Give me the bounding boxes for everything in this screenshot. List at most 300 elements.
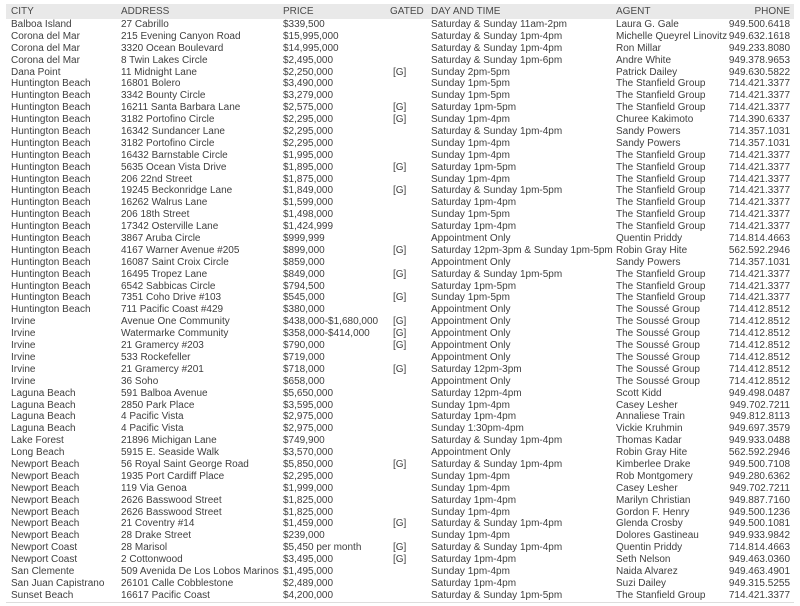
cell-phone: 949.812.8113 (729, 411, 790, 423)
table-row (6, 388, 794, 400)
cell-agent: The Stanfield Group (616, 149, 706, 161)
cell-phone: 949.887.7160 (728, 494, 790, 506)
cell-agent: Gordon F. Henry (616, 506, 690, 518)
cell-gated (390, 435, 431, 447)
table-row (6, 114, 794, 126)
cell-city: Huntington Beach (11, 78, 91, 90)
table-row (6, 376, 794, 388)
cell-address: 7351 Coho Drive #103 (121, 292, 222, 304)
cell-agent: Rob Montgomery (616, 470, 693, 482)
cell-agent: The Stanfield Group (616, 173, 706, 185)
cell-address: 2626 Basswood Street (121, 494, 222, 506)
cell-gated (390, 55, 431, 67)
cell-gated (390, 174, 431, 186)
cell-city: Newport Beach (11, 518, 80, 530)
cell-city: Newport Coast (11, 554, 78, 566)
cell-gated: [G] (393, 554, 407, 566)
cell-price: $2,295,000 (283, 470, 334, 482)
cell-gated: [G] (393, 185, 407, 197)
cell-day-and-time: Sunday 1pm-5pm (431, 90, 510, 102)
table-row (6, 507, 794, 519)
cell-phone: 949.702.7211 (729, 482, 790, 494)
cell-price: $2,489,000 (283, 577, 334, 589)
cell-price: $3,570,000 (283, 447, 334, 459)
cell-phone: 949.280.6362 (728, 470, 790, 482)
table-row (6, 471, 794, 483)
cell-price: $3,595,000 (283, 399, 334, 411)
cell-day-and-time: Sunday 1:30pm-4pm (431, 423, 524, 435)
cell-gated: [G] (393, 328, 407, 340)
cell-city: Huntington Beach (11, 256, 91, 268)
cell-price: $794,500 (283, 280, 325, 292)
cell-phone: 714.421.3377 (728, 78, 790, 90)
cell-day-and-time: Saturday 12pm-3pm & Sunday 1pm-5pm (431, 244, 613, 256)
table-row (6, 328, 794, 340)
cell-price: $15,995,000 (283, 30, 339, 42)
table-row (6, 162, 794, 174)
cell-phone: 714.421.3377 (728, 90, 790, 102)
cell-price: $239,000 (283, 530, 325, 542)
cell-phone: 949.933.0488 (728, 435, 790, 447)
cell-address: 206 22nd Street (121, 173, 193, 185)
cell-city: Lake Forest (11, 435, 64, 447)
cell-city: Laguna Beach (11, 423, 76, 435)
table-row (6, 281, 794, 293)
cell-phone: 949.500.1236 (728, 506, 790, 518)
cell-day-and-time: Appointment Only (431, 375, 511, 387)
table-row (6, 316, 794, 328)
cell-address: 215 Evening Canyon Road (121, 30, 241, 42)
cell-city: Laguna Beach (11, 411, 76, 423)
cell-price: $1,849,000 (283, 185, 334, 197)
cell-price: $658,000 (283, 375, 325, 387)
cell-agent: Patrick Dailey (616, 66, 678, 78)
cell-address: 16342 Sundancer Lane (121, 126, 225, 138)
cell-agent: Quentin Priddy (616, 542, 683, 554)
cell-agent: The Stanfield Group (616, 197, 706, 209)
open-house-listings-table (6, 0, 794, 603)
cell-day-and-time: Appointment Only (431, 256, 511, 268)
cell-city: Irvine (11, 363, 36, 375)
cell-phone: 562.592.2946 (728, 244, 790, 256)
cell-price: $1,825,000 (283, 494, 334, 506)
table-row (6, 174, 794, 186)
cell-day-and-time: Saturday & Sunday 1pm-4pm (431, 42, 563, 54)
cell-day-and-time: Saturday 1pm-5pm (431, 102, 517, 114)
table-row (6, 459, 794, 471)
cell-agent: Ron Millar (616, 42, 662, 54)
cell-gated (390, 352, 431, 364)
cell-address: 3342 Bounty Circle (121, 90, 206, 102)
cell-gated (390, 197, 431, 209)
cell-phone: 714.814.4663 (728, 542, 790, 554)
cell-address: 19245 Beckonridge Lane (121, 185, 233, 197)
cell-day-and-time: Saturday & Sunday 1pm-4pm (431, 542, 563, 554)
table-row (6, 209, 794, 221)
cell-city: Laguna Beach (11, 399, 76, 411)
cell-phone: 949.315.5255 (728, 577, 790, 589)
cell-agent: The Stanfield Group (616, 589, 706, 601)
cell-city: Huntington Beach (11, 114, 91, 126)
cell-agent: Vickie Kruhmin (616, 423, 683, 435)
cell-price: $2,250,000 (283, 66, 334, 78)
cell-price: $5,650,000 (283, 387, 334, 399)
cell-price: $5,450 per month (283, 542, 362, 554)
table-row (6, 411, 794, 423)
cell-phone: 949.500.6418 (728, 19, 790, 30)
cell-agent: Robin Gray Hite (616, 447, 688, 459)
table-row (6, 90, 794, 102)
cell-city: Newport Beach (11, 506, 80, 518)
cell-address: 2850 Park Place (121, 399, 195, 411)
cell-agent: The Soussé Group (616, 363, 700, 375)
cell-day-and-time: Saturday & Sunday 1pm-5pm (431, 589, 563, 601)
cell-address: Avenue One Community (121, 316, 230, 328)
column-header-price: PRICE (283, 6, 314, 17)
cell-address: 16617 Pacific Coast (121, 589, 210, 601)
cell-city: Huntington Beach (11, 173, 91, 185)
cell-day-and-time: Sunday 1pm-5pm (431, 209, 510, 221)
cell-city: Irvine (11, 340, 36, 352)
cell-address: 3320 Ocean Boulevard (121, 42, 224, 54)
column-header-address: ADDRESS (121, 6, 170, 17)
cell-gated (390, 281, 431, 293)
cell-city: Huntington Beach (11, 221, 91, 233)
cell-agent: Naida Alvarez (616, 565, 678, 577)
table-row (6, 530, 794, 542)
cell-price: $790,000 (283, 340, 325, 352)
cell-address: 16432 Barnstable Circle (121, 149, 228, 161)
cell-address: 16495 Tropez Lane (121, 268, 208, 280)
cell-day-and-time: Saturday & Sunday 11am-2pm (431, 19, 568, 30)
cell-address: 56 Royal Saint George Road (121, 458, 249, 470)
table-row (6, 578, 794, 590)
cell-city: Newport Beach (11, 482, 80, 494)
table-row (6, 554, 794, 566)
cell-city: Irvine (11, 328, 36, 340)
table-row (6, 138, 794, 150)
cell-phone: 714.421.3377 (728, 161, 790, 173)
cell-city: Balboa Island (11, 19, 72, 30)
cell-gated (390, 43, 431, 55)
cell-gated: [G] (393, 518, 407, 530)
cell-price: $1,995,000 (283, 149, 334, 161)
cell-gated (390, 471, 431, 483)
cell-agent: The Stanfield Group (616, 102, 706, 114)
table-row (6, 495, 794, 507)
cell-price: $1,875,000 (283, 173, 334, 185)
cell-address: 17342 Osterville Lane (121, 221, 219, 233)
cell-price: $3,495,000 (283, 554, 334, 566)
cell-city: Huntington Beach (11, 126, 91, 138)
cell-day-and-time: Saturday 1pm-4pm (431, 554, 517, 566)
cell-day-and-time: Saturday & Sunday 1pm-4pm (431, 458, 563, 470)
cell-gated: [G] (393, 244, 407, 256)
cell-day-and-time: Saturday 1pm-5pm (431, 161, 517, 173)
cell-day-and-time: Saturday & Sunday 1pm-6pm (431, 54, 563, 66)
cell-agent: Scott Kidd (616, 387, 662, 399)
cell-gated (390, 78, 431, 90)
cell-gated (390, 388, 431, 400)
table-row (6, 435, 794, 447)
cell-city: San Clemente (11, 565, 75, 577)
cell-phone: 714.412.8512 (728, 351, 790, 363)
cell-phone: 949.463.4901 (728, 565, 790, 577)
cell-price: $2,295,000 (283, 126, 334, 138)
table-header (6, 4, 794, 19)
table-row (6, 102, 794, 114)
cell-day-and-time: Saturday & Sunday 1pm-4pm (431, 518, 563, 530)
cell-gated (390, 150, 431, 162)
cell-city: Irvine (11, 375, 36, 387)
cell-day-and-time: Saturday & Sunday 1pm-4pm (431, 435, 563, 447)
cell-address: 16087 Saint Croix Circle (121, 256, 229, 268)
cell-agent: Churee Kakimoto (616, 114, 694, 126)
cell-day-and-time: Sunday 1pm-5pm (431, 78, 510, 90)
cell-city: Dana Point (11, 66, 61, 78)
cell-address: 4 Pacific Vista (121, 423, 184, 435)
cell-day-and-time: Sunday 1pm-4pm (431, 399, 510, 411)
cell-day-and-time: Sunday 1pm-4pm (431, 482, 510, 494)
table-row (6, 304, 794, 316)
cell-gated (390, 423, 431, 435)
table-row (6, 542, 794, 554)
cell-agent: The Soussé Group (616, 316, 700, 328)
cell-gated (390, 31, 431, 43)
cell-day-and-time: Sunday 1pm-4pm (431, 565, 510, 577)
cell-price: $14,995,000 (283, 42, 339, 54)
cell-day-and-time: Appointment Only (431, 340, 511, 352)
cell-agent: The Stanfield Group (616, 221, 706, 233)
cell-address: 26101 Calle Cobblestone (121, 577, 234, 589)
cell-agent: The Stanfield Group (616, 292, 706, 304)
cell-address: 21896 Michigan Lane (121, 435, 217, 447)
cell-agent: Seth Nelson (616, 554, 671, 566)
cell-address: 3182 Portofino Circle (121, 137, 215, 149)
cell-gated (390, 566, 431, 578)
cell-day-and-time: Sunday 2pm-5pm (431, 66, 510, 78)
cell-phone: 949.702.7211 (729, 399, 790, 411)
cell-city: Irvine (11, 316, 36, 328)
cell-address: 6542 Sabbicas Circle (121, 280, 216, 292)
cell-address: 11 Midnight Lane (121, 66, 197, 78)
cell-phone: 714.421.3377 (728, 268, 790, 280)
cell-agent: Kimberlee Drake (616, 458, 691, 470)
cell-address: 21 Gramercy #201 (121, 363, 204, 375)
cell-price: $438,000-$1,680,000 (283, 316, 379, 328)
cell-address: 36 Soho (121, 375, 159, 387)
cell-gated: [G] (393, 268, 407, 280)
cell-address: 3182 Portofino Circle (121, 114, 215, 126)
cell-address: 3867 Aruba Circle (121, 233, 201, 245)
cell-price: $5,850,000 (283, 458, 334, 470)
cell-phone: 714.421.3377 (728, 149, 790, 161)
cell-price: $2,975,000 (283, 411, 334, 423)
cell-price: $1,424,999 (283, 221, 334, 233)
cell-city: Huntington Beach (11, 209, 91, 221)
cell-phone: 714.357.1031 (728, 256, 790, 268)
cell-city: Long Beach (11, 447, 65, 459)
table-row (6, 518, 794, 530)
cell-price: $859,000 (283, 256, 325, 268)
cell-address: 5915 E. Seaside Walk (121, 447, 220, 459)
cell-gated (390, 530, 431, 542)
cell-phone: 949.500.7108 (728, 458, 790, 470)
cell-city: Newport Beach (11, 494, 80, 506)
cell-agent: The Soussé Group (616, 351, 700, 363)
cell-phone: 714.421.3377 (728, 173, 790, 185)
cell-day-and-time: Saturday 12pm-4pm (431, 387, 522, 399)
cell-phone: 714.421.3377 (728, 209, 790, 221)
cell-agent: Dolores Gastineau (616, 530, 699, 542)
cell-address: 1935 Port Cardiff Place (121, 470, 225, 482)
cell-address: 8 Twin Lakes Circle (121, 54, 208, 66)
table-row (6, 292, 794, 304)
table-row (6, 400, 794, 412)
cell-city: Irvine (11, 351, 36, 363)
cell-day-and-time: Appointment Only (431, 351, 511, 363)
cell-city: Huntington Beach (11, 268, 91, 280)
cell-address: 28 Marisol (121, 542, 168, 554)
cell-city: Newport Beach (11, 458, 80, 470)
cell-gated (390, 507, 431, 519)
table-row (6, 352, 794, 364)
cell-phone: 949.632.1618 (728, 30, 790, 42)
column-header-phone: PHONE (754, 6, 790, 17)
cell-phone: 714.421.3377 (728, 197, 790, 209)
cell-gated: [G] (393, 66, 407, 78)
cell-price: $358,000-$414,000 (283, 328, 370, 340)
cell-phone: 714.412.8512 (728, 304, 790, 316)
cell-day-and-time: Saturday 1pm-4pm (431, 577, 517, 589)
cell-day-and-time: Saturday 1pm-4pm (431, 197, 517, 209)
cell-price: $380,000 (283, 304, 325, 316)
cell-agent: Quentin Priddy (616, 233, 683, 245)
cell-agent: The Stanfield Group (616, 268, 706, 280)
cell-day-and-time: Sunday 1pm-4pm (431, 137, 510, 149)
cell-agent: The Stanfield Group (616, 90, 706, 102)
cell-city: Newport Beach (11, 530, 80, 542)
cell-city: Huntington Beach (11, 137, 91, 149)
cell-price: $2,575,000 (283, 102, 334, 114)
table-row (6, 423, 794, 435)
cell-agent: Michelle Queyrel Linovitz (616, 30, 728, 42)
cell-price: $1,498,000 (283, 209, 334, 221)
cell-gated: [G] (393, 340, 407, 352)
cell-phone: 714.421.3377 (728, 589, 790, 601)
table-row (6, 31, 794, 43)
cell-address: 21 Coventry #14 (121, 518, 195, 530)
cell-phone: 714.412.8512 (728, 363, 790, 375)
cell-address: 21 Gramercy #203 (121, 340, 204, 352)
cell-city: Sunset Beach (11, 589, 74, 601)
cell-day-and-time: Saturday & Sunday 1pm-5pm (431, 268, 563, 280)
cell-gated (390, 233, 431, 245)
table-row (6, 67, 794, 79)
table-row (6, 55, 794, 67)
cell-gated (390, 400, 431, 412)
cell-price: $2,295,000 (283, 114, 334, 126)
cell-city: Corona del Mar (11, 42, 80, 54)
cell-agent: Thomas Kadar (616, 435, 682, 447)
cell-day-and-time: Saturday 1pm-4pm (431, 221, 517, 233)
cell-phone: 714.412.8512 (728, 328, 790, 340)
cell-gated (390, 304, 431, 316)
cell-city: Laguna Beach (11, 387, 76, 399)
cell-phone: 714.421.3377 (728, 292, 790, 304)
cell-agent: Glenda Crosby (616, 518, 683, 530)
cell-gated (390, 19, 431, 31)
cell-gated: [G] (393, 458, 407, 470)
cell-price: $339,500 (283, 19, 325, 30)
cell-phone: 714.412.8512 (728, 340, 790, 352)
cell-price: $2,295,000 (283, 137, 334, 149)
cell-phone: 562.592.2946 (728, 447, 790, 459)
cell-agent: Laura G. Gale (616, 19, 679, 30)
cell-address: 591 Balboa Avenue (121, 387, 208, 399)
cell-phone: 949.378.9653 (728, 54, 790, 66)
cell-day-and-time: Appointment Only (431, 328, 511, 340)
cell-address: 533 Rockefeller (121, 351, 191, 363)
cell-agent: The Soussé Group (616, 304, 700, 316)
cell-city: Corona del Mar (11, 30, 80, 42)
table-row (6, 78, 794, 90)
cell-day-and-time: Saturday 1pm-4pm (431, 411, 517, 423)
cell-price: $719,000 (283, 351, 325, 363)
cell-agent: Annaliese Train (616, 411, 685, 423)
cell-phone: 714.357.1031 (728, 126, 790, 138)
cell-address: 4167 Warner Avenue #205 (121, 244, 240, 256)
cell-phone: 949.233.8080 (728, 42, 790, 54)
cell-phone: 714.390.6337 (728, 114, 790, 126)
cell-address: 16211 Santa Barbara Lane (121, 102, 241, 114)
table-row (6, 483, 794, 495)
table-row (6, 590, 794, 602)
cell-gated: [G] (393, 161, 407, 173)
cell-day-and-time: Saturday & Sunday 1pm-4pm (431, 30, 563, 42)
cell-agent: Sandy Powers (616, 126, 681, 138)
cell-address: 2626 Basswood Street (121, 506, 222, 518)
cell-gated: [G] (393, 102, 407, 114)
table-row (6, 185, 794, 197)
cell-city: Huntington Beach (11, 102, 91, 114)
cell-address: 711 Pacific Coast #429 (121, 304, 224, 316)
cell-price: $718,000 (283, 363, 325, 375)
cell-agent: Sandy Powers (616, 256, 681, 268)
cell-agent: The Soussé Group (616, 375, 700, 387)
cell-day-and-time: Sunday 1pm-4pm (431, 530, 510, 542)
cell-agent: The Stanfield Group (616, 280, 706, 292)
cell-phone: 714.412.8512 (728, 375, 790, 387)
cell-agent: The Stanfield Group (616, 78, 706, 90)
cell-phone: 949.500.1081 (728, 518, 790, 530)
cell-gated (390, 209, 431, 221)
cell-agent: The Stanfield Group (616, 209, 706, 221)
cell-agent: Casey Lesher (616, 399, 678, 411)
table-row (6, 150, 794, 162)
cell-gated (390, 447, 431, 459)
column-header-gated: GATED (390, 6, 424, 17)
cell-gated (390, 483, 431, 495)
cell-city: Huntington Beach (11, 244, 91, 256)
cell-gated (390, 90, 431, 102)
table-row (6, 197, 794, 209)
cell-agent: Marilyn Christian (616, 494, 691, 506)
cell-gated (390, 257, 431, 269)
cell-price: $749,900 (283, 435, 325, 447)
cell-city: Huntington Beach (11, 161, 91, 173)
cell-gated (390, 376, 431, 388)
